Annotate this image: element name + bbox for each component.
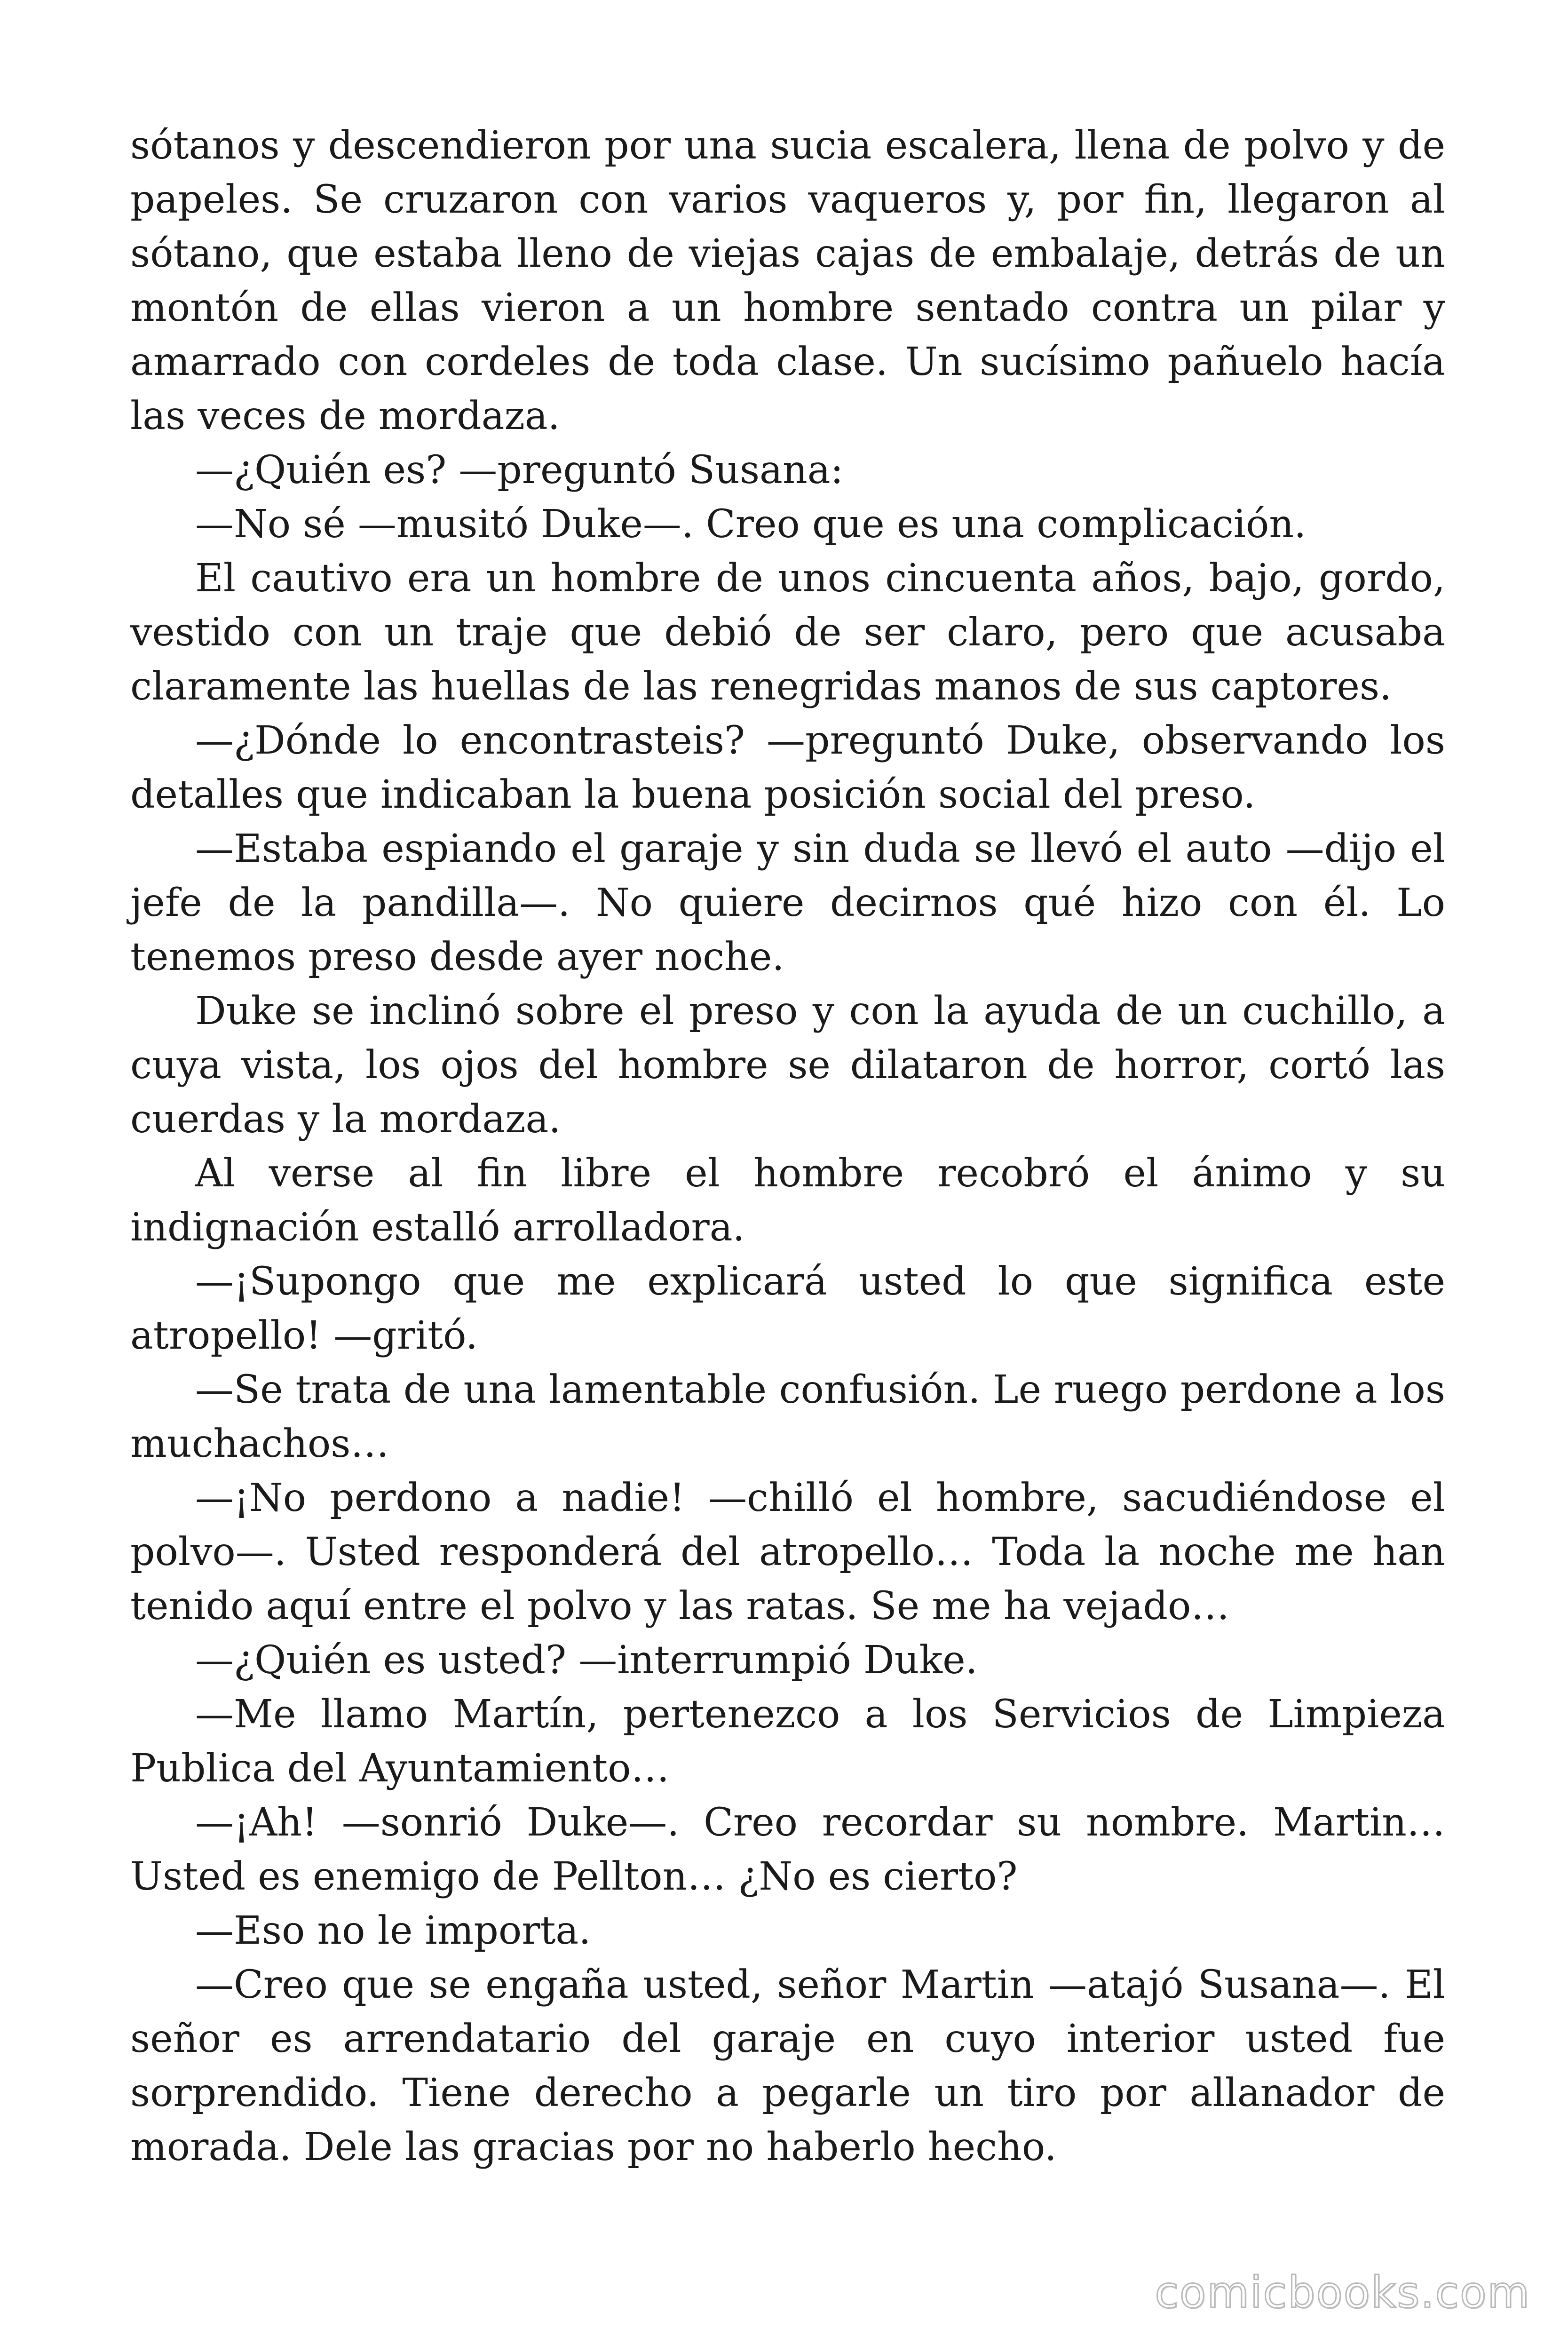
paragraph: —Estaba espiando el garaje y sin duda se llevó el auto —dijo el jefe de la pandilla—. No quiere decirnos qué hizo con él. Lo tenemos preso desde ayer noche. [130, 826, 1445, 979]
paragraph: —¡Supongo que me explicará usted lo que significa este atropello! —gritó. [130, 1259, 1445, 1358]
paragraph: —¿Quién es usted? —interrumpió Duke. [195, 1638, 978, 1683]
paragraph: —No sé —musitó Duke—. Creo que es una complicación. [195, 502, 1307, 547]
page-text [130, 119, 1445, 2174]
watermark: comicbooks.com [1155, 2267, 1530, 2318]
paragraph: Duke se inclinó sobre el preso y con la ayuda de un cuchillo, a cuya vista, los ojos del hombre se dilataron de horror, cortó las cuerdas y la mordaza. [130, 989, 1445, 1142]
paragraph: —Me llamo Martín, pertenezco a los Servicios de Limpieza Publica del Ayuntamiento… [130, 1692, 1445, 1791]
paragraph: —Creo que se engaña usted, señor Martin —atajó Susana—. El señor es arrendatario del garaje en cuyo interior usted fue sorprendido. Tiene derecho a pegarle un tiro por allanador de morada. Dele las gracias por no haberlo hecho. [130, 1963, 1445, 2169]
paragraph: —¿Quién es? —preguntó Susana: [195, 448, 844, 493]
paragraph: El cautivo era un hombre de unos cincuenta años, bajo, gordo, vestido con un traje que debió de ser claro, pero que acusaba claramente las huellas de las renegridas manos de sus captores. [130, 556, 1445, 709]
paragraph: Al verse al fin libre el hombre recobró el ánimo y su indignación estalló arrolladora. [130, 1151, 1445, 1250]
paragraph: —¡Ah! —sonrió Duke—. Creo recordar su nombre. Martin… Usted es enemigo de Pellton… ¿No es cierto? [130, 1800, 1445, 1899]
paragraph: —Eso no le importa. [195, 1908, 591, 1953]
paragraph: —Se trata de una lamentable confusión. Le ruego perdone a los muchachos… [130, 1367, 1445, 1466]
paragraph: —¡No perdono a nadie! —chilló el hombre, sacudiéndose el polvo—. Usted responderá del atropello… Toda la noche me han tenido aquí entre el polvo y las ratas. Se me ha vejado… [130, 1476, 1445, 1629]
paragraph: sótanos y descendieron por una sucia escalera, llena de polvo y de papeles. Se cruzaron con varios vaqueros y, por fin, llegaron al sótano, que estaba lleno de viejas cajas de embalaje, detrás de un montón de ellas vieron a un hombre sentado contra un pilar y amarrado con cordeles de toda clase. Un sucísimo pañuelo hacía las veces de mordaza. [130, 123, 1445, 438]
paragraph: —¿Dónde lo encontrasteis? —preguntó Duke, observando los detalles que indicaban la buena posición social del preso. [130, 718, 1445, 817]
